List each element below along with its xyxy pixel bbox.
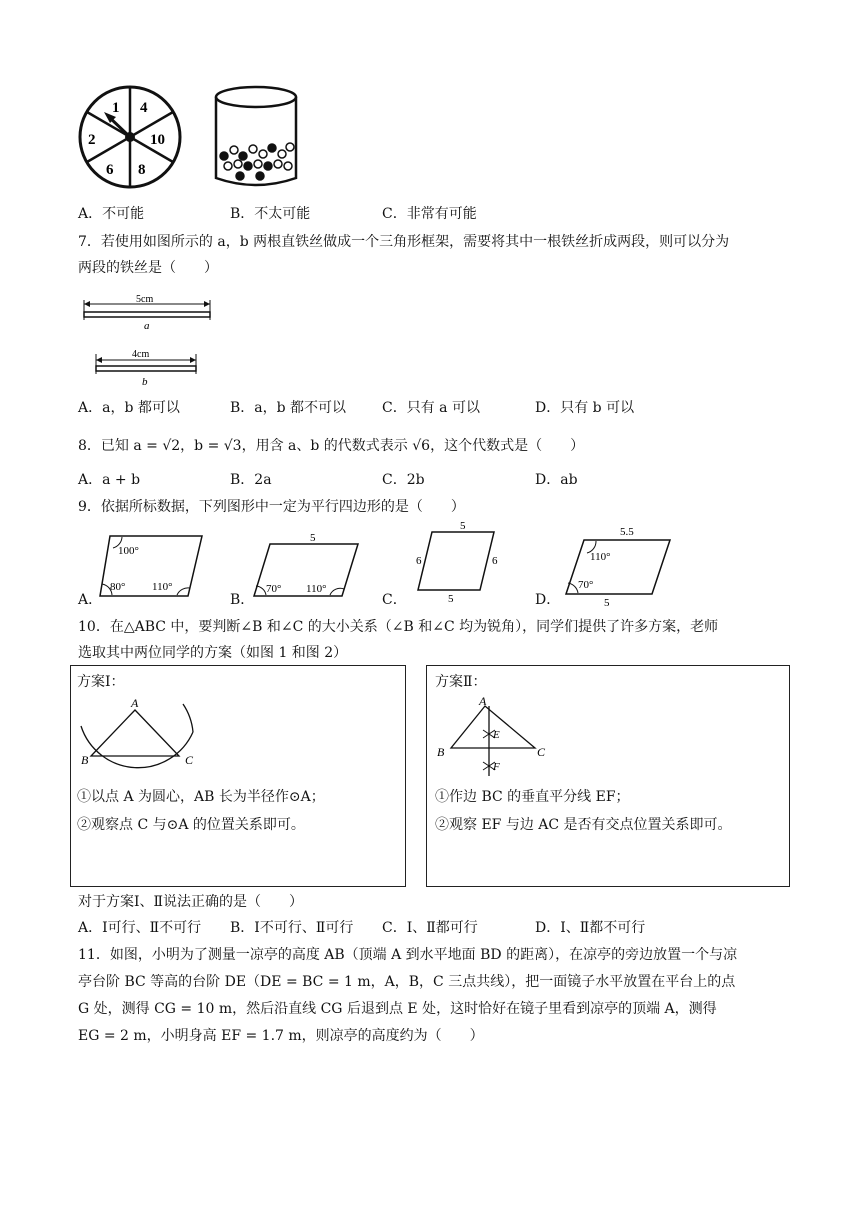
plan-2-step-2: ②观察 EF 与边 AC 是否有交点位置关系即可。 [435,817,732,833]
spinner-number: 4 [140,100,148,116]
plan-1-title: 方案Ⅰ： [77,674,125,690]
q10-stem-line2: 选取其中两位同学的方案（如图 1 和图 2） [78,645,348,661]
q8-option-c: C．2b [382,472,425,488]
q8-stem: 8．已知 a = √2，b = √3，用含 a、b 的代数式表示 √6，这个代数式是（ ） [78,438,585,454]
spinner-number: 8 [138,162,146,178]
angle-label: 80° [110,581,126,593]
q9-option-c: C． [382,592,407,608]
spinner-number: 2 [88,132,96,148]
point-label: F [493,761,500,773]
wire-a-label: a [144,320,150,332]
q7-option-c: C．只有 a 可以 [382,400,480,416]
side-label: 6 [416,555,422,567]
plan-2-figure [433,696,563,780]
side-label: 5 [604,597,610,608]
q6-option-c: C．非常有可能 [382,206,477,222]
q7-option-b: B．a，b 都不可以 [230,400,347,416]
side-label: 5 [448,593,454,605]
q7-stem-line1: 7．若使用如图所示的 a，b 两根直铁丝做成一个三角形框架，需要将其中一根铁丝折成两段，则可以分为 [78,234,730,250]
spinner-number: 1 [112,100,120,116]
q9-option-a: A． [78,592,103,608]
spinner-number: 10 [150,132,165,148]
q9-option-b: B． [230,592,255,608]
point-label: C [537,745,546,759]
parallelogram-d [556,520,676,608]
q10-option-d: D．Ⅰ、Ⅱ都不可行 [535,920,646,936]
q11-stem-line1: 11．如图，小明为了测量一凉亭的高度 AB（顶端 A 到水平地面 BD 的距离），在凉亭的旁边放置一个与凉 [78,947,738,963]
q8-option-d: D．ab [535,472,578,488]
point-label: A [479,696,487,708]
q7-option-a: A．a，b 都可以 [78,400,180,416]
q9-stem: 9．依据所标数据，下列图形中一定为平行四边形的是（ ） [78,499,465,515]
q7-option-d: D．只有 b 可以 [535,400,635,416]
plan-2-box [426,665,790,887]
q11-stem-line4: EG = 2 m，小明身高 EF = 1.7 m，则凉亭的高度约为（ ） [78,1028,484,1044]
q10-question: 对于方案Ⅰ、Ⅱ说法正确的是（ ） [78,894,304,910]
angle-label: 110° [306,583,327,595]
side-label: 6 [492,555,498,567]
point-label: C [185,753,194,767]
wire-b-length: 4cm [132,349,150,360]
angle-label: 70° [578,579,594,591]
q10-option-c: C．Ⅰ、Ⅱ都可行 [382,920,478,936]
angle-label: 100° [118,545,139,557]
angle-label: 110° [590,551,611,563]
q8-option-b: B．2a [230,472,272,488]
point-label: B [437,745,445,759]
side-label: 5.5 [620,526,634,538]
spinner-figure [78,84,182,190]
angle-label: 110° [152,581,173,593]
plan-1-step-2: ②观察点 C 与⊙A 的位置关系即可。 [77,817,305,833]
q6-option-a: A．不可能 [78,206,145,222]
point-label: A [131,696,139,710]
side-label: 5 [310,532,316,544]
quadrilateral-c [404,520,504,606]
parallelogram-a [96,532,208,602]
point-label: B [81,753,89,767]
plan-2-step-1: ①作边 BC 的垂直平分线 EF； [435,789,630,805]
q10-option-b: B．Ⅰ不可行、Ⅱ可行 [230,920,354,936]
q11-stem-line2: 亭台阶 BC 等高的台阶 DE（DE = BC = 1 m，A，B，C 三点共线），把一面镜子水平放置在平台上的点 [78,974,736,990]
plan-1-figure [75,696,205,778]
q10-option-a: A．Ⅰ可行、Ⅱ不可行 [78,920,202,936]
q8-option-a: A．a + b [78,472,141,488]
angle-label: 70° [266,583,282,595]
q6-option-b: B．不太可能 [230,206,311,222]
spinner-number: 6 [106,162,114,178]
q10-stem-line1: 10．在△ABC 中，要判断∠B 和∠C 的大小关系（∠B 和∠C 均为锐角），同学们提供了许多方案，老师 [78,619,719,635]
q11-stem-line3: G 处，测得 CG = 10 m，然后沿直线 CG 后退到点 E 处，这时恰好在镜子里看到凉亭的顶端 A，测得 [78,1001,717,1017]
jar-figure [210,84,302,190]
plan-2-title: 方案Ⅱ： [435,674,487,690]
q7-stem-line2: 两段的铁丝是（ ） [78,260,218,276]
wire-a-length: 5cm [136,294,154,305]
parallelogram-b [248,532,364,602]
wire-b-label: b [142,376,148,388]
plan-1-step-1: ①以点 A 为圆心，AB 长为半径作⊙A； [77,789,325,805]
side-label: 5 [460,520,466,532]
q9-option-d: D． [535,592,561,608]
point-label: E [493,729,500,741]
plan-1-box [70,665,406,887]
wires-figure [80,290,220,390]
